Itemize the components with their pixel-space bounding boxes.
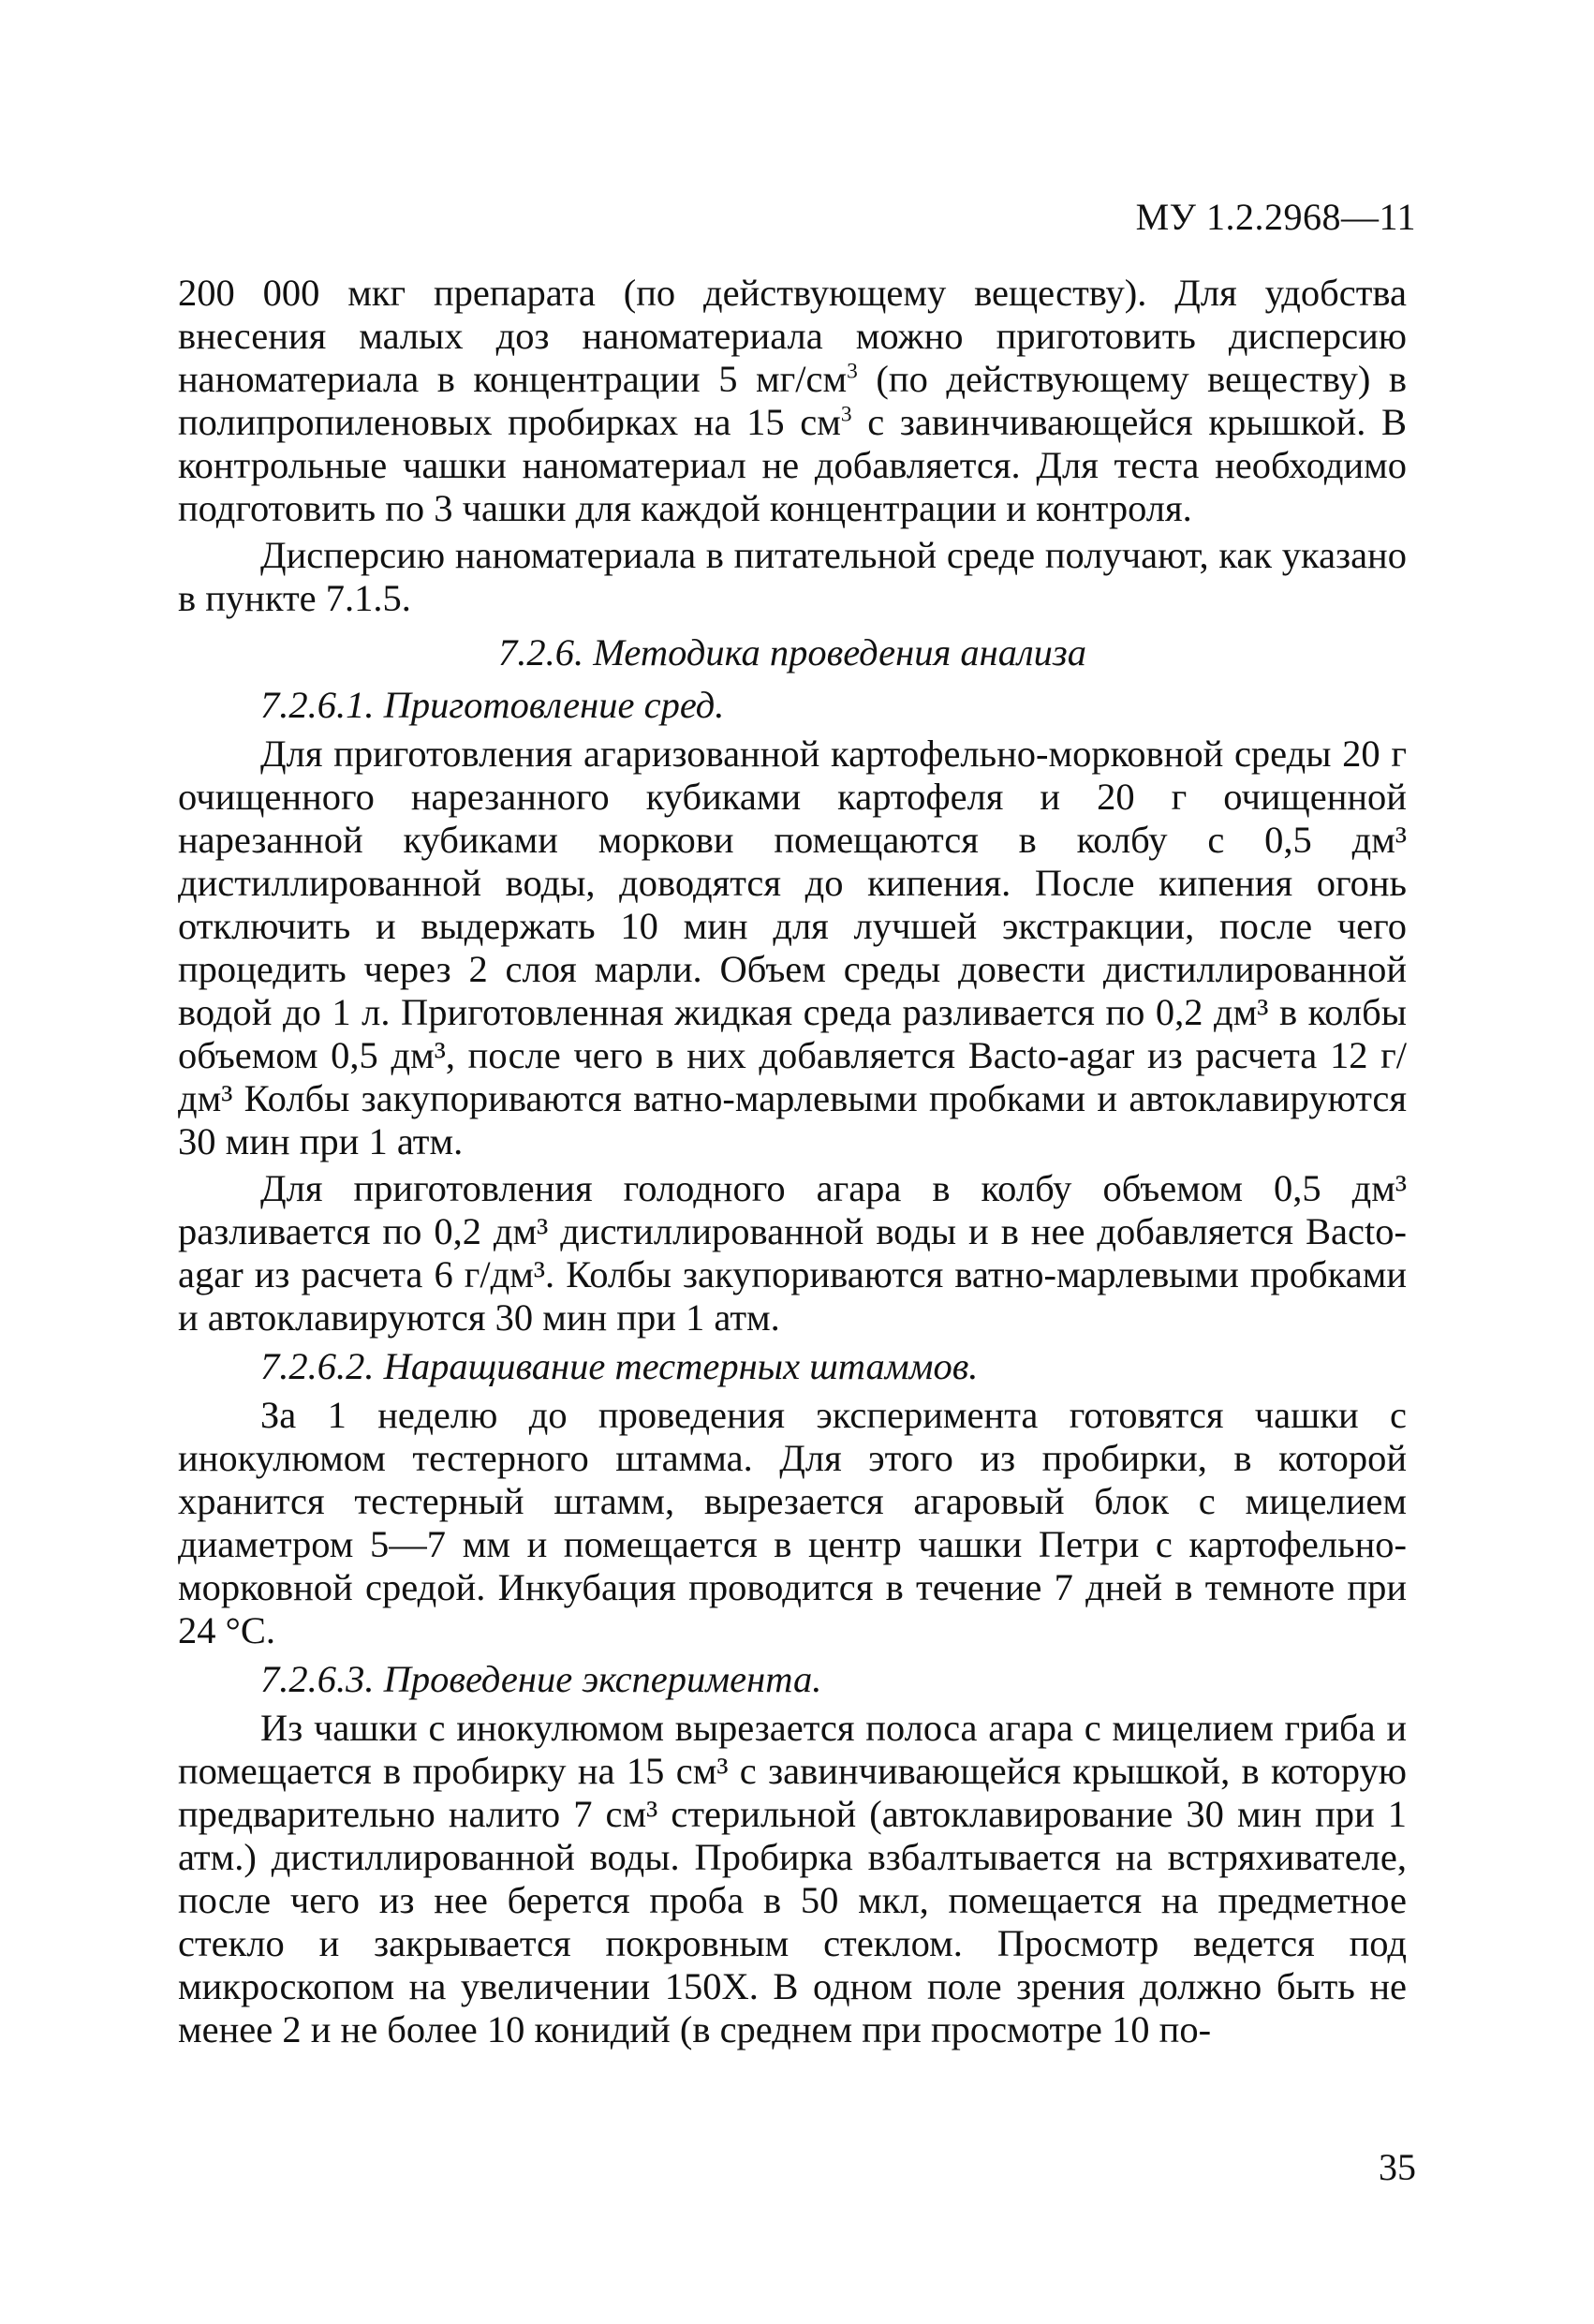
paragraph: Для приготовления голодного агара в колбу объемом 0,5 дм³ разливается по 0,2 дм³ дистиллированной воды и в нее добавляется Bacto-agar из расчета 6 г/дм³. Колбы закупориваются ватно-марлевыми пробками и автоклавируются 30 мин при 1 атм. — [178, 1167, 1407, 1339]
paragraph: Для приготовления агаризованной картофельно-морковной среды 20 г очищенного нарезанного кубиками картофеля и 20 г очищенной нарезанной кубиками моркови помещаются в колбу с 0,5 дм³ дистиллированной воды, доводятся до кипения. После кипения огонь отключить и выдержать 10 мин для лучшей экстракции, после чего процедить через 2 слоя марли. Объем среды довести дистиллированной водой до 1 л. Приготовленная жидкая среда разливается по 0,2 дм³ в колбы объемом 0,5 дм³, после чего в них добавляется Bacto-agar из расчета 12 г/дм³ Колбы закупориваются ватно-марлевыми пробками и автоклавируются 30 мин при 1 атм. — [178, 733, 1407, 1162]
main-text — [178, 272, 1407, 2055]
subsection-heading: 7.2.6.1. Приготовление сред. — [260, 684, 725, 726]
subsection-heading: 7.2.6.2. Наращивание тестерных штаммов. — [260, 1345, 979, 1387]
paragraph: Из чашки с инокулюмом вырезается полоса агара с мицелием гриба и помещается в пробирку на 15 см³ с завинчивающейся крышкой, в которую предварительно налито 7 см³ стерильной (автоклавирование 30 мин при 1 атм.) дистиллированной воды. Пробирка взбалтывается на встряхивателе, после чего из нее берется проба в 50 мкл, помещается на предметное стекло и закрывается покровным стеклом. Просмотр ведется под микроскопом на увеличении 150Х. В одном поле зрения должно быть не менее 2 и не более 10 конидий (в среднем при просмотре 10 по- — [178, 1707, 1407, 2050]
running-header: МУ 1.2.2968—11 — [1135, 196, 1416, 238]
paragraph-continuation: 200 000 мкг препарата (по действующему веществу). Для удобства внесения малых доз наноматериала можно приготовить дисперсию наноматериала в концентрации 5 $мг/см^3$ (по действующему веществу) в полипропиленовых пробирках на 15 $см^3$ с завинчивающейся крышкой. В контрольные чашки наноматериал не добавляется. Для теста необходимо подготовить по 3 чашки для каждой концентрации и контроля. — [178, 272, 1407, 529]
section-title: 7.2.6. Методика проведения анализа — [498, 631, 1086, 674]
paragraph: За 1 неделю до проведения эксперимента готовятся чашки с инокулюмом тестерного штамма. Для этого из пробирки, в которой хранится тестерный штамм, вырезается агаровый блок с мицелием диаметром 5—7 мм и помещается в центр чашки Петри с картофельно-морковной средой. Инкубация проводится в течение 7 дней в темноте при 24 °С. — [178, 1394, 1407, 1651]
subsection-heading: 7.2.6.3. Проведение эксперимента. — [260, 1658, 822, 1700]
page-number: 35 — [1379, 2146, 1416, 2188]
paragraph: Дисперсию наноматериала в питательной среде получают, как указано в пункте 7.1.5. — [178, 534, 1407, 619]
